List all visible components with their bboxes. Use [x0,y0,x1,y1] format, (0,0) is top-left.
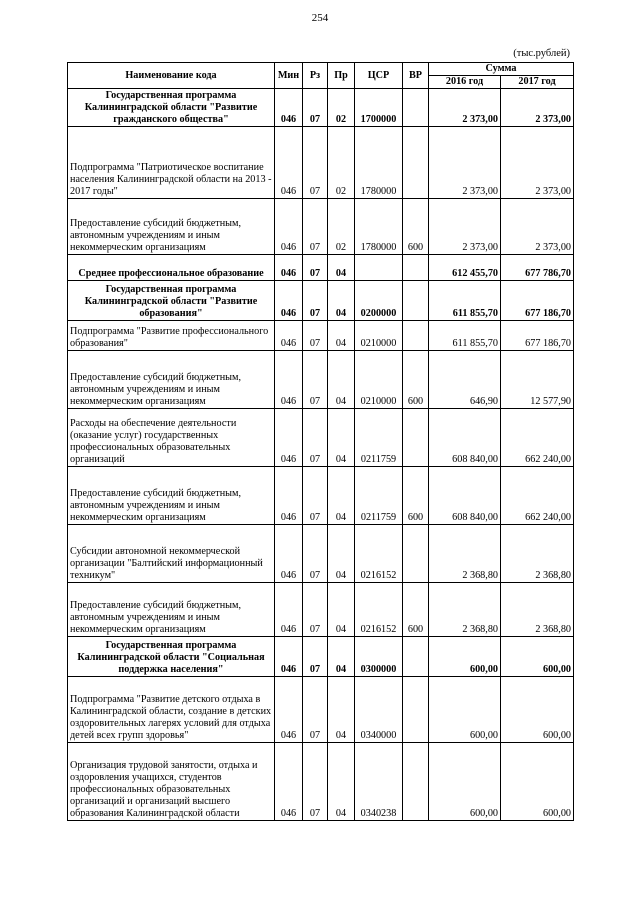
row-vr [403,409,429,467]
row-amount-2016: 646,90 [429,351,501,409]
row-name [68,351,275,409]
row-amount-2017: 2 368,80 [501,583,574,637]
table-row [68,321,574,351]
table-row [68,199,574,255]
header-2017: 2017 год [501,76,574,89]
row-vr [403,637,429,677]
row-pr: 04 [328,409,355,467]
header-name: Наименование кода [68,63,275,89]
header-csr: ЦСР [355,63,403,89]
row-csr: 0340238 [355,743,403,821]
row-amount-2016: 608 840,00 [429,467,501,525]
row-name-text: Предоставление субсидий бюджетным, автономным учреждениям и иным некоммерческим организациям [70,217,242,254]
table-row [68,743,574,821]
row-min: 046 [275,127,303,199]
row-amount-2016: 600,00 [429,637,501,677]
row-pr: 04 [328,525,355,583]
table-row [68,583,574,637]
row-name-text: Среднее профессиональное образование [78,268,264,280]
row-amount-2016: 2 373,00 [429,199,501,255]
row-csr: 1780000 [355,199,403,255]
row-vr [403,89,429,127]
row-name-text: Подпрограмма "Развитие профессионального образования" [70,326,269,350]
row-rz: 07 [303,525,328,583]
row-pr: 02 [328,89,355,127]
header-2016: 2016 год [429,76,501,89]
table-row [68,281,574,321]
row-pr: 04 [328,281,355,321]
row-pr: 04 [328,351,355,409]
table-row [68,409,574,467]
units-label: (тыс.рублей) [513,48,570,59]
row-amount-2017: 600,00 [501,743,574,821]
header-row [68,63,574,76]
row-name-text: Предоставление субсидий бюджетным, автономным учреждениям и иным некоммерческим организациям [70,371,242,408]
table-row [68,351,574,409]
row-name [68,199,275,255]
row-vr: 600 [403,351,429,409]
row-name [68,281,275,321]
row-vr: 600 [403,467,429,525]
row-csr: 0211759 [355,409,403,467]
table-row [68,89,574,127]
row-name [68,525,275,583]
row-vr [403,255,429,281]
row-amount-2017: 662 240,00 [501,409,574,467]
row-amount-2017: 600,00 [501,677,574,743]
row-rz: 07 [303,637,328,677]
row-name [68,127,275,199]
row-csr [355,255,403,281]
row-csr: 0216152 [355,525,403,583]
table-row [68,637,574,677]
row-rz: 07 [303,467,328,525]
row-csr: 1700000 [355,89,403,127]
row-name-text: Предоставление субсидий бюджетным, автономным учреждениям и иным некоммерческим организациям [70,487,242,524]
row-rz: 07 [303,677,328,743]
row-vr [403,743,429,821]
row-pr: 04 [328,677,355,743]
row-name [68,89,275,127]
row-amount-2017: 677 186,70 [501,281,574,321]
budget-table [67,62,574,821]
row-amount-2016: 2 368,80 [429,583,501,637]
row-name [68,743,275,821]
row-amount-2017: 2 373,00 [501,127,574,199]
row-amount-2017: 600,00 [501,637,574,677]
row-amount-2016: 600,00 [429,743,501,821]
row-min: 046 [275,199,303,255]
row-name-text: Государственная программа Калининградской области "Развитие образования" [84,283,258,320]
row-amount-2016: 611 855,70 [429,321,501,351]
row-vr [403,281,429,321]
row-name [68,321,275,351]
row-name-text: Организация трудовой занятости, отдыха и оздоровления учащихся, студентов профессиональных образовательных организаций и организаций высшего образования Калининградской области [70,759,258,820]
row-vr: 600 [403,583,429,637]
table-row [68,255,574,281]
table-row [68,525,574,583]
row-rz: 07 [303,89,328,127]
row-min: 046 [275,743,303,821]
row-rz: 07 [303,127,328,199]
row-name-text: Подпрограмма "Патриотическое воспитание населения Калининградской области на 2013 - 2017 годы" [70,161,272,198]
row-vr [403,677,429,743]
table-body [68,89,574,821]
row-amount-2017: 2 368,80 [501,525,574,583]
row-min: 046 [275,89,303,127]
row-min: 046 [275,281,303,321]
row-min: 046 [275,525,303,583]
header-min: Мин [275,63,303,89]
row-min: 046 [275,467,303,525]
row-min: 046 [275,351,303,409]
row-amount-2016: 612 455,70 [429,255,501,281]
row-name [68,677,275,743]
header-pr: Пр [328,63,355,89]
row-vr [403,127,429,199]
row-csr: 0200000 [355,281,403,321]
page-number: 254 [311,12,329,24]
row-pr: 02 [328,127,355,199]
row-name-text: Государственная программа Калининградской области "Развитие гражданского общества" [84,89,258,126]
row-amount-2017: 662 240,00 [501,467,574,525]
row-rz: 07 [303,351,328,409]
row-rz: 07 [303,255,328,281]
row-min: 046 [275,677,303,743]
row-amount-2017: 12 577,90 [501,351,574,409]
header-sum: Сумма [429,63,574,76]
row-pr: 04 [328,743,355,821]
row-name [68,637,275,677]
row-csr: 0210000 [355,351,403,409]
row-name-text: Расходы на обеспечение деятельности (оказание услуг) государственных профессиональных образовательных организаций [70,417,237,466]
row-vr [403,525,429,583]
row-rz: 07 [303,281,328,321]
row-csr: 0340000 [355,677,403,743]
table-row [68,467,574,525]
header-rz: Рз [303,63,328,89]
row-pr: 04 [328,637,355,677]
row-csr: 0211759 [355,467,403,525]
row-name [68,409,275,467]
row-csr: 1780000 [355,127,403,199]
row-pr: 02 [328,199,355,255]
row-csr: 0300000 [355,637,403,677]
row-csr: 0210000 [355,321,403,351]
row-name-text: Подпрограмма "Развитие детского отдыха в Калининградской области, создание в детских оздоровительных лагерях условий для отдыха детей всех групп здоровья" [70,693,272,742]
row-amount-2017: 2 373,00 [501,199,574,255]
row-amount-2016: 2 373,00 [429,127,501,199]
row-rz: 07 [303,199,328,255]
row-pr: 04 [328,583,355,637]
row-amount-2016: 2 368,80 [429,525,501,583]
row-min: 046 [275,637,303,677]
row-name-text: Субсидии автономной некоммерческой организации "Балтийский информационный техникум" [70,545,263,582]
row-amount-2017: 2 373,00 [501,89,574,127]
row-name [68,583,275,637]
row-amount-2017: 677 786,70 [501,255,574,281]
row-amount-2016: 611 855,70 [429,281,501,321]
table-row [68,677,574,743]
header-vr: ВР [403,63,429,89]
row-vr [403,321,429,351]
row-pr: 04 [328,467,355,525]
row-amount-2016: 608 840,00 [429,409,501,467]
row-amount-2017: 677 186,70 [501,321,574,351]
row-amount-2016: 600,00 [429,677,501,743]
row-name-text: Государственная программа Калининградской области "Социальная поддержка населения" [77,639,265,676]
row-rz: 07 [303,321,328,351]
row-pr: 04 [328,255,355,281]
row-name [68,255,275,281]
row-name-text: Предоставление субсидий бюджетным, автономным учреждениям и иным некоммерческим организациям [70,599,242,636]
row-name [68,467,275,525]
row-rz: 07 [303,583,328,637]
row-rz: 07 [303,743,328,821]
row-pr: 04 [328,321,355,351]
row-min: 046 [275,321,303,351]
row-csr: 0216152 [355,583,403,637]
row-rz: 07 [303,409,328,467]
row-vr: 600 [403,199,429,255]
row-min: 046 [275,583,303,637]
row-min: 046 [275,409,303,467]
row-min: 046 [275,255,303,281]
table-row [68,127,574,199]
row-amount-2016: 2 373,00 [429,89,501,127]
